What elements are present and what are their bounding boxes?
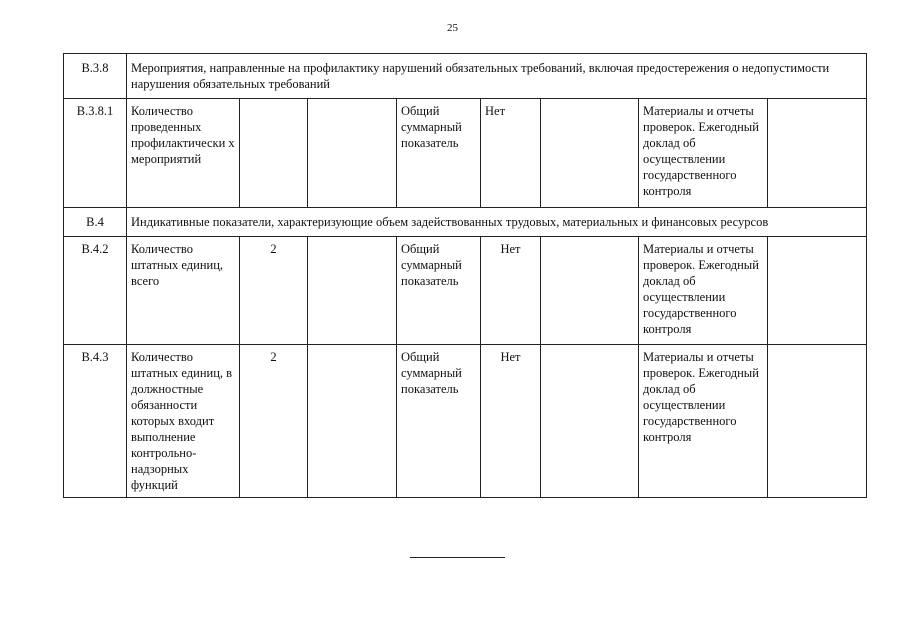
section-title: Мероприятия, направленные на профилактику нарушений обязательных требований, включая предостережения о недопустимости нарушения обязательных требований xyxy=(127,54,867,99)
row-code: В.3.8.1 xyxy=(64,99,127,208)
table-row xyxy=(64,99,867,208)
section-title: Индикативные показатели, характеризующие объем задействованных трудовых, материальных и финансовых ресурсов xyxy=(127,208,867,237)
empty-cell xyxy=(768,99,867,208)
empty-cell xyxy=(308,345,397,498)
empty-cell xyxy=(768,345,867,498)
indicators-table xyxy=(63,53,867,498)
page-number: 25 xyxy=(447,22,458,34)
empty-cell xyxy=(768,237,867,345)
empty-cell xyxy=(541,99,639,208)
indicator-flag: Нет xyxy=(481,237,541,345)
indicator-type: Общий суммарный показатель xyxy=(397,99,481,208)
indicator-source: Материалы и отчеты проверок. Ежегодный доклад об осуществлении государственного контроля xyxy=(639,345,768,498)
empty-cell xyxy=(308,237,397,345)
table-row xyxy=(64,54,867,99)
indicator-name: Количество штатных единиц, в должностные обязанности которых входит выполнение контрольно-надзорных функций xyxy=(127,345,240,498)
indicator-source: Материалы и отчеты проверок. Ежегодный доклад об осуществлении государственного контроля xyxy=(639,237,768,345)
indicator-flag: Нет xyxy=(481,99,541,208)
footer-divider xyxy=(410,557,505,558)
row-code: В.4.2 xyxy=(64,237,127,345)
row-code: В.3.8 xyxy=(64,54,127,99)
row-code: В.4 xyxy=(64,208,127,237)
indicator-flag: Нет xyxy=(481,345,541,498)
empty-cell xyxy=(308,99,397,208)
empty-cell xyxy=(541,237,639,345)
indicator-value xyxy=(240,99,308,208)
indicator-name: Количество штатных единиц, всего xyxy=(127,237,240,345)
indicator-type: Общий суммарный показатель xyxy=(397,345,481,498)
table-row xyxy=(64,345,867,498)
table-row xyxy=(64,237,867,345)
indicator-source: Материалы и отчеты проверок. Ежегодный доклад об осуществлении государственного контроля xyxy=(639,99,768,208)
indicator-value: 2 xyxy=(240,345,308,498)
indicator-value: 2 xyxy=(240,237,308,345)
row-code: В.4.3 xyxy=(64,345,127,498)
indicator-type: Общий суммарный показатель xyxy=(397,237,481,345)
empty-cell xyxy=(541,345,639,498)
table-row xyxy=(64,208,867,237)
indicator-name: Количество проведенных профилактически х мероприятий xyxy=(127,99,240,208)
